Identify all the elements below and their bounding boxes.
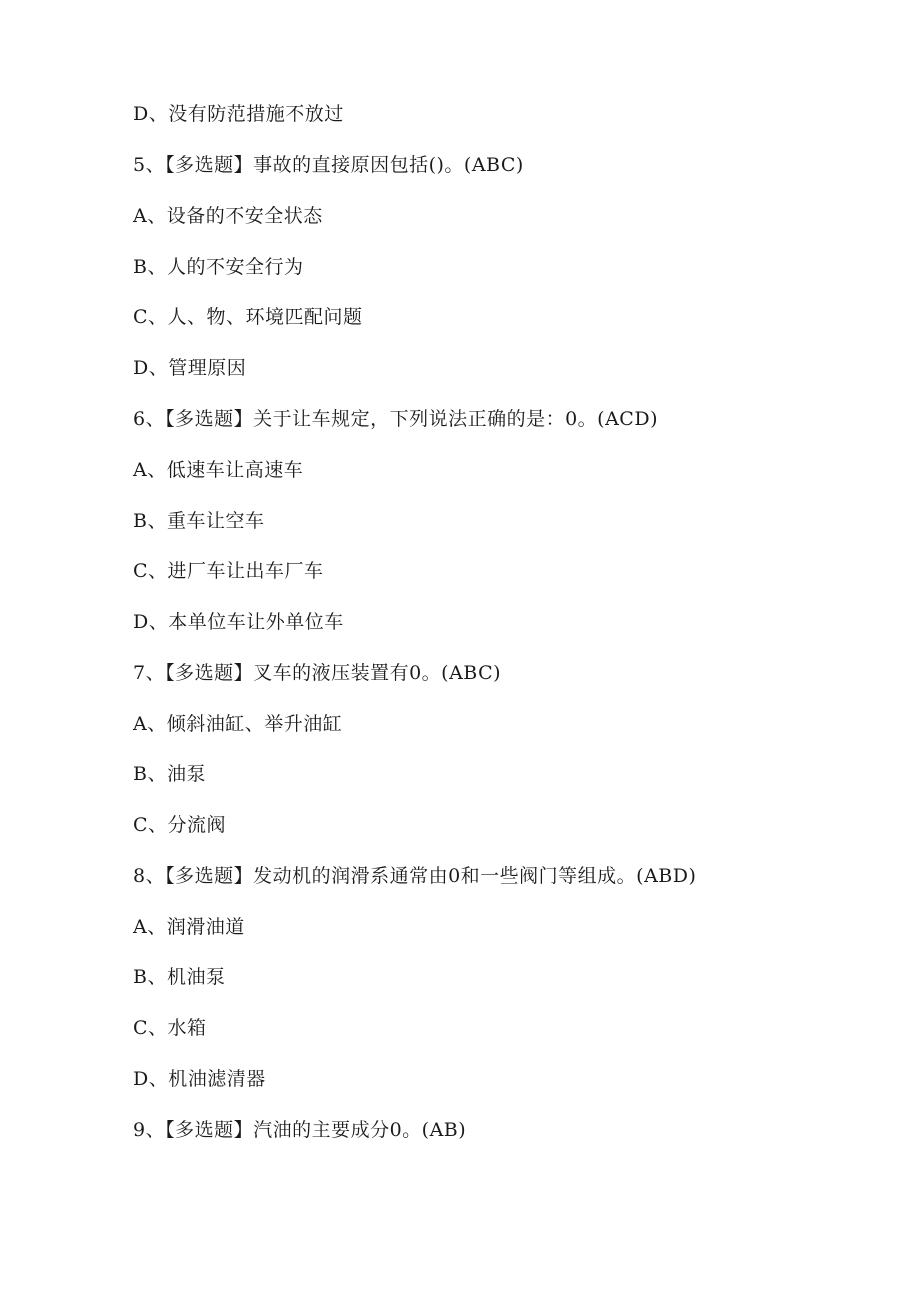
question-line: 7、【多选题】叉车的液压装置有0。(ABC)	[133, 662, 502, 684]
option-line: C、分流阀	[133, 814, 227, 836]
option-line: B、人的不安全行为	[133, 256, 304, 278]
option-line: D、管理原因	[133, 357, 247, 379]
option-line: D、没有防范措施不放过	[133, 103, 344, 125]
option-line: D、本单位车让外单位车	[133, 611, 344, 633]
option-line: A、低速车让高速车	[133, 459, 304, 481]
question-line: 6、【多选题】关于让车规定，下列说法正确的是：0。(ACD)	[133, 408, 658, 430]
option-line: A、倾斜油缸、举升油缸	[133, 713, 343, 735]
question-line: 5、【多选题】事故的直接原因包括()。(ABC)	[133, 154, 524, 176]
option-line: B、机油泵	[133, 966, 226, 988]
option-line: C、人、物、环境匹配问题	[133, 306, 363, 328]
option-line: C、进厂车让出车厂车	[133, 560, 324, 582]
question-line: 8、【多选题】发动机的润滑系通常由0和一些阀门等组成。(ABD)	[133, 865, 697, 887]
option-line: A、设备的不安全状态	[133, 205, 323, 227]
option-line: B、重车让空车	[133, 510, 265, 532]
option-line: D、机油滤清器	[133, 1068, 266, 1090]
question-line: 9、【多选题】汽油的主要成分0。(AB)	[133, 1119, 467, 1141]
option-line: C、水箱	[133, 1017, 207, 1039]
option-line: B、油泵	[133, 763, 206, 785]
option-line: A、润滑油道	[133, 916, 245, 938]
